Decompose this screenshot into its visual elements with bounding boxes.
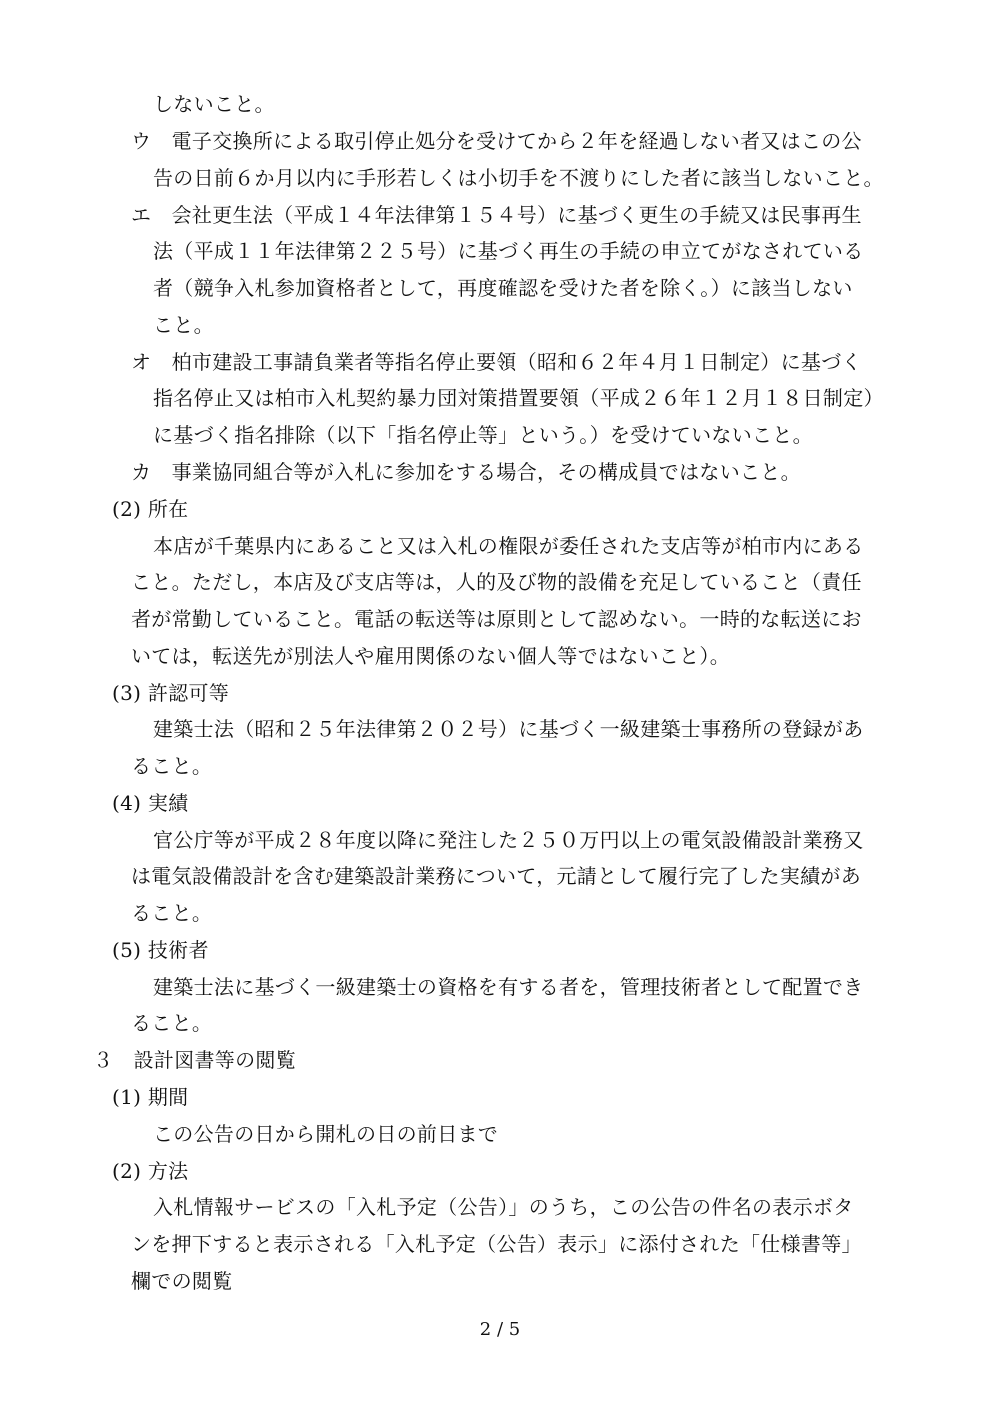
text-line: 建築士法に基づく一級建築士の資格を有する者を，管理技術者として配置でき xyxy=(153,975,864,999)
section-heading: (1) 期間 xyxy=(112,1085,189,1109)
text-line: この公告の日から開札の日の前日まで xyxy=(153,1122,499,1146)
section-heading: (5) 技術者 xyxy=(112,938,209,962)
text-line: ンを押下すると表示される「入札予定（公告）表示」に添付された「仕様書等」 xyxy=(131,1232,862,1256)
text-line: こと。ただし，本店及び支店等は，人的及び物的設備を充足していること（責任 xyxy=(131,570,862,594)
text-line: 欄での閲覧 xyxy=(131,1269,233,1293)
text-line: こと。 xyxy=(153,313,214,337)
text-line: ウ 電子交換所による取引停止処分を受けてから２年を経過しない者又はこの公 xyxy=(131,129,862,153)
text-line: 本店が千葉県内にあること又は入札の権限が委任された支店等が柏市内にある xyxy=(153,534,864,558)
text-line: に基づく指名排除（以下「指名停止等」という。）を受けていないこと。 xyxy=(153,423,813,447)
text-line: 告の日前６か月以内に手形若しくは小切手を不渡りにした者に該当しないこと。 xyxy=(153,166,884,190)
text-line: 指名停止又は柏市入札契約暴力団対策措置要領（平成２６年１２月１８日制定） xyxy=(153,386,884,410)
text-line: 者が常勤していること。電話の転送等は原則として認めない。一時的な転送にお xyxy=(131,607,862,631)
section-heading: (2) 所在 xyxy=(112,497,189,521)
section-heading: (2) 方法 xyxy=(112,1159,189,1183)
text-line: オ 柏市建設工事請負業者等指名停止要領（昭和６２年４月１日制定）に基づく xyxy=(131,350,862,374)
page-number: 2 / 5 xyxy=(479,1319,521,1340)
section-heading: (4) 実績 xyxy=(112,791,189,815)
text-line: いては，転送先が別法人や雇用関係のない個人等ではないこと）。 xyxy=(131,644,730,668)
text-line: カ 事業協同組合等が入札に参加をする場合，その構成員ではないこと。 xyxy=(131,460,801,484)
text-line: ること。 xyxy=(131,754,213,778)
text-line: 法（平成１１年法律第２２５号）に基づく再生の手続の申立てがなされている xyxy=(153,239,864,263)
text-line: は電気設備設計を含む建築設計業務について，元請として履行完了した実績があ xyxy=(131,864,861,888)
text-line: エ 会社更生法（平成１４年法律第１５４号）に基づく更生の手続又は民事再生 xyxy=(131,203,862,227)
text-line: 者（競争入札参加資格者として，再度確認を受けた者を除く。）に該当しない xyxy=(153,276,853,300)
text-line: しないこと。 xyxy=(153,92,275,116)
section-heading: (3) 許認可等 xyxy=(112,681,230,705)
text-line: 官公庁等が平成２８年度以降に発注した２５０万円以上の電気設備設計業務又 xyxy=(153,828,864,852)
text-line: ること。 xyxy=(131,901,213,925)
text-line: 入札情報サービスの「入札予定（公告）」のうち，この公告の件名の表示ボタ xyxy=(153,1195,854,1219)
text-line: 建築士法（昭和２５年法律第２０２号）に基づく一級建築士事務所の登録があ xyxy=(153,717,864,741)
text-line: ること。 xyxy=(131,1011,213,1035)
chapter-heading: ３ 設計図書等の閲覧 xyxy=(93,1048,296,1072)
